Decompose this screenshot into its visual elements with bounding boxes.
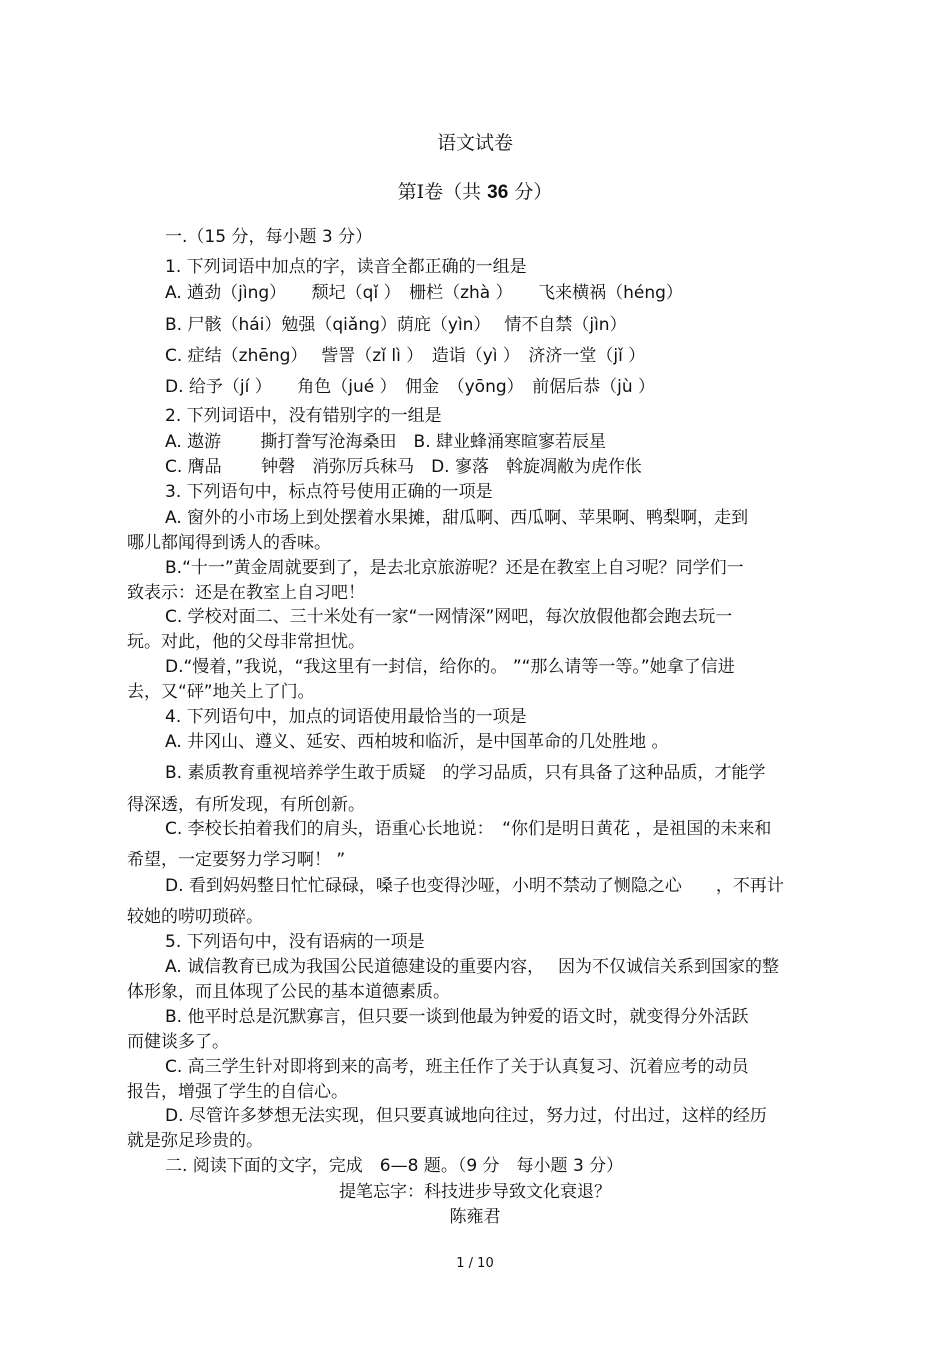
q3-option-c: C. 学校对面二、三十米处有一家“一网情深”网吧，每次放假他都会跑去玩一 bbox=[165, 607, 733, 627]
section-heading bbox=[0, 181, 950, 204]
article-author: 陈雍君 bbox=[449, 1207, 501, 1227]
q4-option-a: A. 井冈山、遵义、延安、西柏坡和临沂，是中国革命的几处胜地 。 bbox=[165, 732, 669, 752]
section-heading-prefix: 第Ⅰ卷（共 bbox=[397, 181, 482, 203]
q5-option-d-cont: 就是弥足珍贵的。 bbox=[127, 1131, 263, 1151]
page-number: 1 / 10 bbox=[456, 1256, 494, 1271]
q4-option-c-cont: 希望，一定要努力学习啊！ ” bbox=[127, 850, 346, 870]
article-title: 提笔忘字：科技进步导致文化衰退？ bbox=[339, 1182, 611, 1202]
q4-option-d: D. 看到妈妈整日忙忙碌碌，嗓子也变得沙哑，小明不禁动了恻隐之心 ，不再计 bbox=[165, 876, 784, 896]
q5-option-c: C. 高三学生针对即将到来的高考，班主任作了关于认真复习、沉着应考的动员 bbox=[165, 1057, 749, 1077]
q1-option-d: D. 给予（jí ） 角色（jué ） 佣金 （yōng） 前倨后恭（jù ） bbox=[165, 377, 656, 397]
q5-option-d: D. 尽管许多梦想无法实现，但只要真诚地向往过，努力过，付出过，这样的经历 bbox=[165, 1106, 767, 1126]
part-two-heading: 二. 阅读下面的文字，完成 6—8 题。（9 分 每小题 3 分） bbox=[165, 1156, 624, 1176]
exam-title: 语文试卷 bbox=[436, 132, 513, 154]
q3-option-b: B.“十一”黄金周就要到了，是去北京旅游呢？还是在教室上自习呢？同学们一 bbox=[165, 558, 744, 578]
q5-option-c-cont: 报告，增强了学生的自信心。 bbox=[127, 1082, 348, 1102]
q3-option-d-cont: 去，又“砰”地关上了门。 bbox=[127, 682, 315, 702]
section-heading-score: 36 bbox=[487, 182, 509, 203]
q4-option-b-cont: 得深透，有所发现，有所创新。 bbox=[127, 795, 365, 815]
q1-option-a: A. 遒劲（jìng） 颓圮（qǐ ） 栅栏（zhà ） 飞来横祸（héng） bbox=[165, 283, 683, 303]
q4-option-d-cont: 较她的唠叨琐碎。 bbox=[127, 907, 263, 927]
q5-stem: 5. 下列语句中，没有语病的一项是 bbox=[165, 932, 425, 952]
section-heading-suffix: 分） bbox=[514, 181, 553, 203]
q5-option-a: A. 诚信教育已成为我国公民道德建设的重要内容， 因为不仅诚信关系到国家的整 bbox=[165, 957, 780, 977]
q3-stem: 3. 下列语句中，标点符号使用正确的一项是 bbox=[165, 482, 493, 502]
q5-option-a-cont: 体形象，而且体现了公民的基本道德素质。 bbox=[127, 982, 450, 1002]
q5-option-b: B. 他平时总是沉默寡言，但只要一谈到他最为钟爱的语文时，就变得分外活跃 bbox=[165, 1007, 749, 1027]
q1-option-b: B. 尸骸（hái）勉强（qiǎng）荫庇（yìn） 情不自禁（jìn） bbox=[165, 315, 627, 335]
q3-option-d: D.“慢着，”我说，“我这里有一封信，给你的。 ”“那么请等一等。”她拿了信进 bbox=[165, 657, 735, 677]
q3-option-b-cont: 致表示：还是在教室上自习吧！ bbox=[127, 583, 365, 603]
q3-option-a-cont: 哪儿都闻得到诱人的香味。 bbox=[127, 533, 331, 553]
q1-option-c: C. 症结（zhēng） 訾詈（zǐ lì ） 造诣（yì ） 济济一堂（jǐ ） bbox=[165, 346, 646, 366]
q3-option-c-cont: 玩。对此，他的父母非常担忧。 bbox=[127, 632, 365, 652]
part-one-heading: 一.（15 分，每小题 3 分） bbox=[165, 227, 373, 247]
q2-options-ab: A. 遨游 撕打誊写沧海桑田 B. 肆业蜂涌寒暄寥若辰星 bbox=[165, 432, 607, 452]
q5-option-b-cont: 而健谈多了。 bbox=[127, 1032, 229, 1052]
q4-option-c: C. 李校长拍着我们的肩头，语重心长地说： “你们是明日黄花 ，是祖国的未来和 bbox=[165, 819, 772, 839]
q1-stem: 1. 下列词语中加点的字，读音全都正确的一组是 bbox=[165, 257, 527, 277]
q4-stem: 4. 下列语句中，加点的词语使用最恰当的一项是 bbox=[165, 707, 527, 727]
q2-options-cd: C. 膺品 钟磬 消弥厉兵秣马 D. 寥落 斡旋凋敝为虎作伥 bbox=[165, 457, 642, 477]
q3-option-a: A. 窗外的小市场上到处摆着水果摊，甜瓜啊、西瓜啊、苹果啊、鸭梨啊，走到 bbox=[165, 508, 749, 528]
q4-option-b: B. 素质教育重视培养学生敢于质疑 的学习品质，只有具备了这种品质，才能学 bbox=[165, 763, 766, 783]
q2-stem: 2. 下列词语中，没有错别字的一组是 bbox=[165, 406, 442, 426]
